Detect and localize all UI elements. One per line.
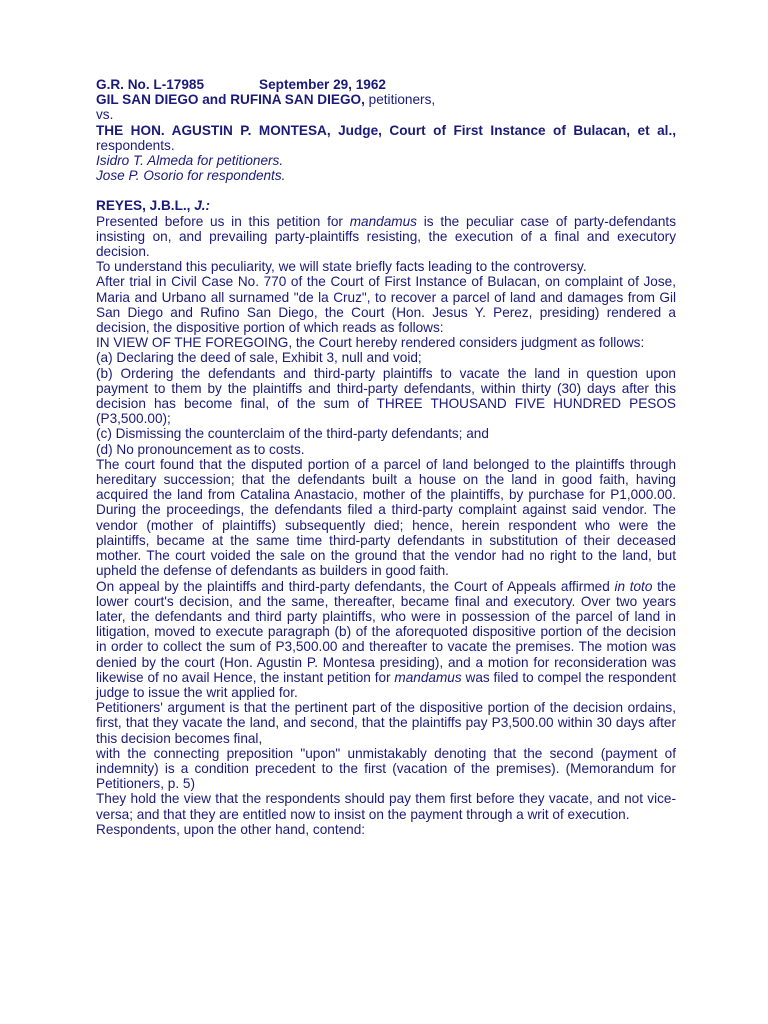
- dispositive-item-b: (b) Ordering the defendants and third-party plaintiffs to vacate the land in question upon payment to them by the plaintiffs and third-party defendants, within thirty (30) days after this decision has become final, of the sum of THREE THOUSAND FIVE HUNDRED PESOS (P3,500.00);: [96, 365, 676, 427]
- respondents-role: respondents.: [96, 137, 175, 153]
- paragraph-5: The court found that the disputed portion of a parcel of land belonged to the plaintiffs through hereditary succession; that the defendants built a house on the land in good faith, having acquired the land from Catalina Anastacio, mother of the plaintiffs, by purchase for P1,000.00. During the proceedings, the defendants filed a third-party complaint against said vendor. The vendor (mother of plaintiffs) subsequently died; hence, herein respondent who were the plaintiffs, became at the same time third-party defendants in substitution of their deceased mother. The court voided the sale on the ground that the vendor had no right to the land, but upheld the defense of defendants as builders in good faith.: [96, 456, 676, 579]
- petitioners-names: GIL SAN DIEGO and RUFINA SAN DIEGO,: [96, 92, 365, 108]
- paragraph-7: Petitioners' argument is that the pertinent part of the dispositive portion of the decision ordains, first, that they vacate the land, and second, that the plaintiffs pay P3,500.00 within 30 days after this decision becomes final,: [96, 700, 676, 746]
- paragraph-text: Presented before us in this petition for: [96, 213, 350, 229]
- paragraph-1: [96, 214, 676, 260]
- ponente-title: J.:: [194, 198, 211, 214]
- case-heading: [96, 77, 676, 92]
- paragraph-italic: mandamus: [349, 213, 417, 229]
- paragraph-8: with the connecting preposition "upon" unmistakably denoting that the second (payment of indemnity) is a condition precedent to the first (vacation of the premises). (Memorandum for Petitioners, p. 5): [96, 745, 676, 792]
- paragraph-text: was filed to compel the respondent judge to issue the writ applied for.: [96, 669, 676, 700]
- ponente: [96, 198, 676, 213]
- case-number: G.R. No. L-17985: [96, 77, 205, 92]
- petitioners-line: [96, 92, 676, 107]
- ponente-name: REYES, J.B.L.,: [96, 198, 195, 214]
- counsel-respondents: Jose P. Osorio for respondents.: [96, 168, 286, 184]
- paragraph-6: [96, 579, 676, 701]
- dispositive-item-d: (d) No pronouncement as to costs.: [96, 441, 305, 457]
- counsel-petitioners: Isidro T. Almeda for petitioners.: [96, 153, 284, 169]
- petitioners-role: petitioners,: [364, 92, 436, 108]
- dispositive-item-a: (a) Declaring the deed of sale, Exhibit 3, null and void;: [96, 350, 422, 366]
- spacer: [96, 183, 676, 198]
- paragraph-9: They hold the view that the respondents should pay them first before they vacate, and not vice-versa; and that they are entitled now to insist on the payment through a writ of execution.: [96, 791, 676, 822]
- paragraph-text: On appeal by the plaintiffs and third-party defendants, the Court of Appeals affirmed: [96, 578, 615, 594]
- paragraph-4: IN VIEW OF THE FOREGOING, the Court hereby rendered considers judgment as follows:: [96, 335, 645, 351]
- paragraph-text: is the peculiar case of party-defendants insisting on, and prevailing party-plaintiffs resisting, the execution of a final and executory decision.: [96, 213, 676, 260]
- decision-date: September 29, 1962: [259, 77, 386, 92]
- document-page: [96, 77, 676, 837]
- respondents-names: THE HON. AGUSTIN P. MONTESA, Judge, Court of First Instance of Bulacan, et al.,: [96, 122, 676, 138]
- paragraph-italic: mandamus: [394, 669, 462, 685]
- dispositive-item-c: (c) Dismissing the counterclaim of the third-party defendants; and: [96, 426, 489, 442]
- paragraph-2: To understand this peculiarity, we will state briefly facts leading to the controversy.: [96, 259, 587, 275]
- paragraph-3: After trial in Civil Case No. 770 of the Court of First Instance of Bulacan, on complaint of Jose, Maria and Urbano all surnamed "de la Cruz", to recover a parcel of land and damages from Gil San Diego and Rufino San Diego, the Court (Hon. Jesus Y. Perez, presiding) rendered a decision, the dispositive portion of which reads as follows:: [96, 274, 676, 336]
- paragraph-10: Respondents, upon the other hand, contend:: [96, 821, 366, 837]
- paragraph-italic: in toto: [614, 578, 653, 594]
- respondents-line: [96, 123, 676, 153]
- paragraph-text: the lower court's decision, and the same, thereafter, became final and executory. Over two years later, the defendants and third party plaintiffs, who were in possession of the parcel of land in litigation, moved to execute paragraph (b) of the aforequoted dispositive portion of the decision in order to collect the sum of P3,500.00 and thereafter to vacate the premises. The motion was denied by the court (Hon. Agustin P. Montesa presiding), and a motion for reconsideration was likewise of no avail Hence, the instant petition for: [96, 578, 676, 685]
- versus: vs.: [96, 107, 114, 123]
